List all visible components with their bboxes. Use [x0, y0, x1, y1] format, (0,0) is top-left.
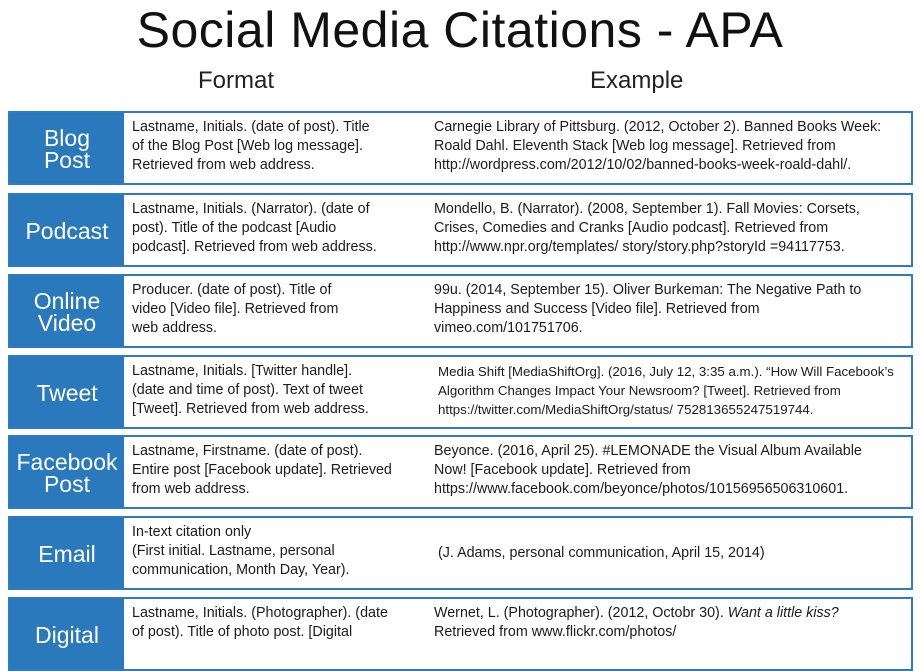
format-cell: In-text citation only (First initial. Lastname, personal communication, Month Day, Year). [132, 524, 350, 578]
example-cell: Beyonce. (2016, April 25). #LEMONADE the Visual Album Available Now! [Facebook update]. Retrieved from https://www.facebook.com/beyonce/photos/10156956506310601. [434, 443, 862, 497]
row-label: Online Video [10, 276, 124, 346]
citation-row-blog-post [8, 111, 913, 185]
citation-row-tweet [8, 355, 913, 429]
example-cell: Media Shift [MediaShiftOrg]. (2016, July 12, 3:35 a.m.). “How Will Facebook’s Algorithm Changes Impact Your Newsroom? [Tweet]. Retrieved from https://twitter.com/MediaShiftOrg/status/ 752813655247519744. [438, 364, 894, 417]
format-column-header: Format [198, 67, 275, 94]
format-cell: Lastname, Initials. (Photographer). (date of post). Title of photo post. [Digital [132, 605, 388, 640]
row-label: Blog Post [10, 113, 124, 183]
example-column-header: Example [590, 67, 684, 94]
format-cell: Lastname, Initials. [Twitter handle]. (date and time of post). Text of tweet [Tweet]. Retrieved from web address. [132, 363, 369, 417]
row-label: Digital [10, 599, 124, 669]
example-title-italic: Want a little kiss? [727, 605, 839, 621]
page-title: Social Media Citations - APA [136, 2, 784, 58]
example-cell: Carnegie Library of Pittsburg. (2012, October 2). Banned Books Week: Roald Dahl. Eleventh Stack [Web log message]. Retrieved from http://wordpress.com/2012/10/02/banned-books-week-roald-dahl/. [434, 119, 882, 173]
example-text-continued: Retrieved from www.flickr.com/photos/ [434, 624, 677, 640]
format-cell: Lastname, Initials. (date of post). Title of the Blog Post [Web log message]. Retrieved from web address. [132, 119, 370, 173]
format-cell: Producer. (date of post). Title of video [Video file]. Retrieved from web address. [132, 282, 339, 336]
citation-row-email [8, 516, 913, 590]
example-text: Wernet, L. (Photographer). (2012, Octobr 30). [434, 605, 728, 621]
format-cell: Lastname, Firstname. (date of post). Entire post [Facebook update]. Retrieved from web address. [132, 443, 392, 497]
citation-row-facebook-post [8, 435, 913, 509]
row-label: Facebook Post [10, 437, 124, 507]
example-cell [426, 599, 911, 669]
example-cell: Mondello, B. (Narrator). (2008, September 1). Fall Movies: Corsets, Crises, Comedies and Cranks [Audio podcast]. Retrieved from http://www.npr.org/templates/ story/story.php?storyId =94117753. [434, 201, 860, 255]
format-cell: Lastname, Initials. (Narrator). (date of post). Title of the podcast [Audio podcast]. Retrieved from web address. [132, 201, 377, 255]
example-cell: 99u. (2014, September 15). Oliver Burkeman: The Negative Path to Happiness and Success [Video file]. Retrieved from vimeo.com/101751706. [434, 282, 862, 336]
citation-row-online-video [8, 274, 913, 348]
citation-row-podcast [8, 193, 913, 267]
row-label: Podcast [10, 195, 124, 265]
row-label: Tweet [10, 357, 124, 427]
citation-row-digital [8, 597, 913, 671]
row-label: Email [10, 518, 124, 588]
example-cell: (J. Adams, personal communication, April 15, 2014) [438, 544, 765, 561]
